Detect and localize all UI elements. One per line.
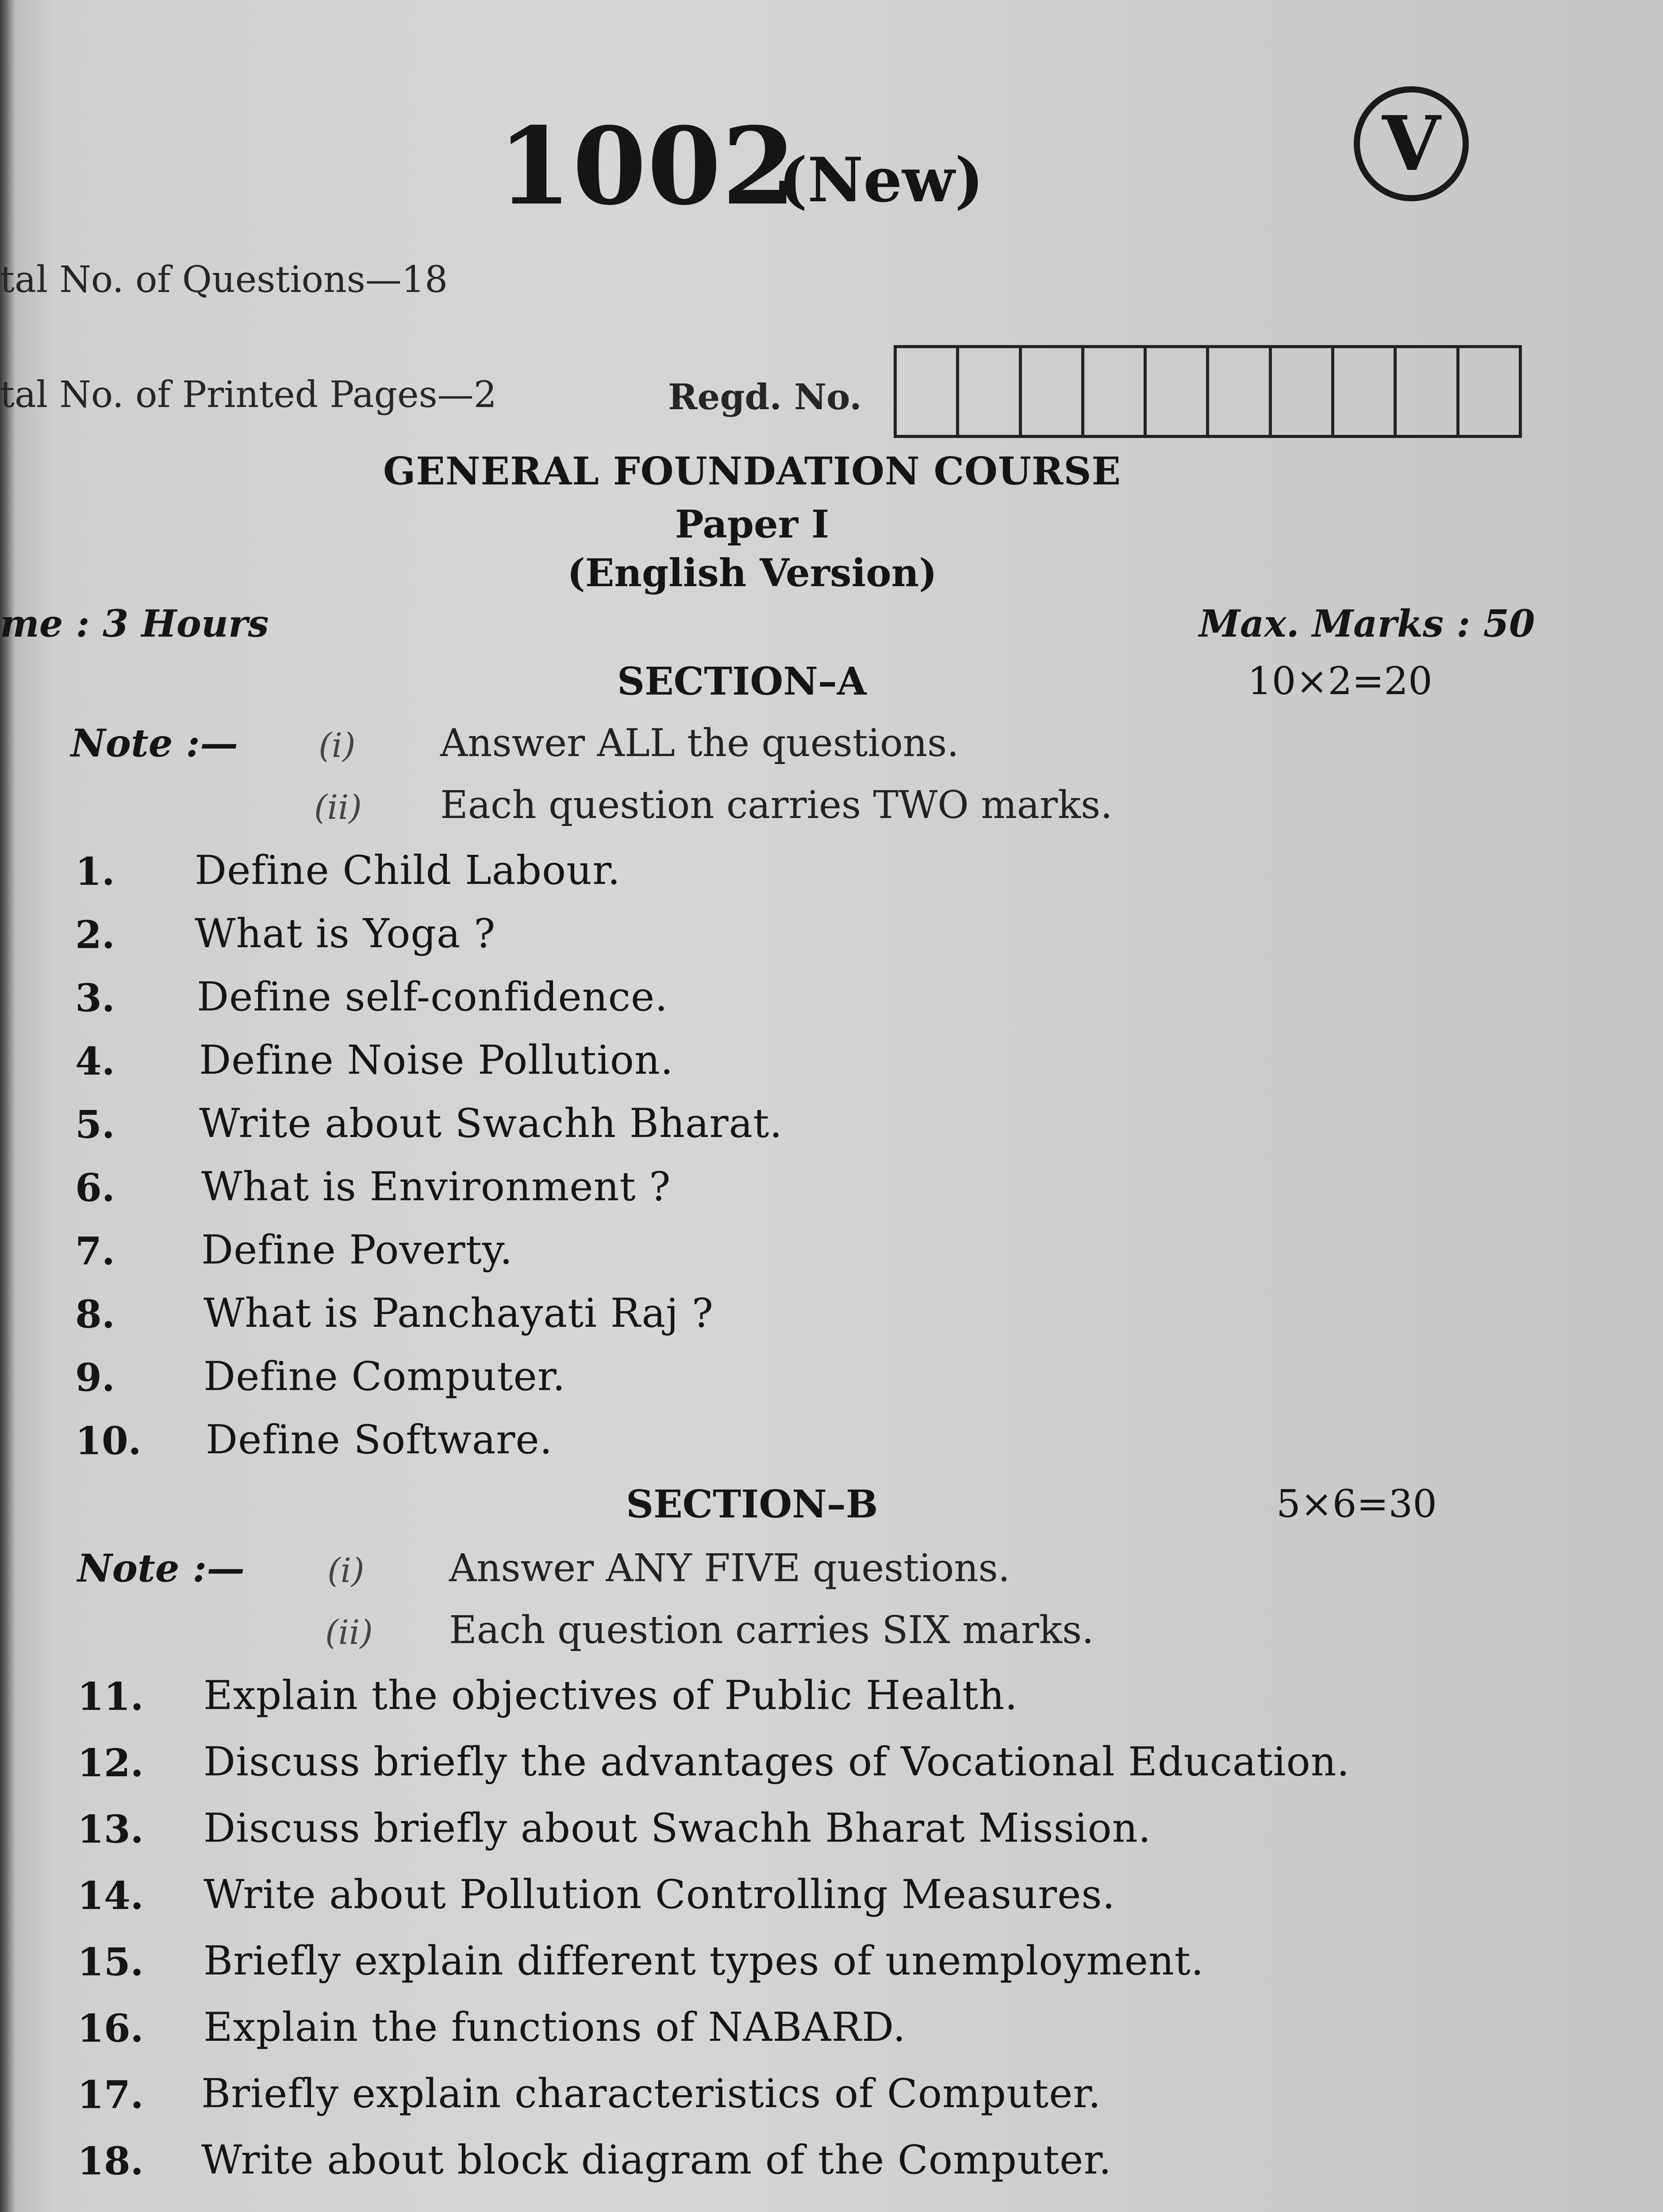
- regd-box: [1084, 348, 1147, 435]
- regd-box: [1272, 348, 1334, 435]
- question-number: 9.: [75, 1356, 115, 1400]
- section-a-note-label: Note :—: [71, 721, 238, 766]
- version-badge-letter: V: [1382, 100, 1440, 188]
- regd-box: [1209, 348, 1271, 435]
- question-number: 5.: [75, 1102, 115, 1147]
- exam-time: me : 3 Hours: [0, 602, 269, 645]
- question-text: Discuss briefly the advantages of Vocational Education.: [204, 1739, 1350, 1785]
- question-number: 12.: [77, 1741, 144, 1786]
- regd-box: [1147, 348, 1209, 435]
- section-a-note-text: Answer ALL the questions.: [440, 721, 959, 765]
- question-number: 7.: [75, 1229, 115, 1274]
- question-number: 10.: [75, 1419, 142, 1463]
- paper-code-suffix: (New): [779, 144, 984, 216]
- question-text: What is Yoga ?: [195, 910, 496, 957]
- question-number: 14.: [77, 1874, 144, 1918]
- section-b-title: SECTION–B: [626, 1482, 878, 1527]
- course-title: GENERAL FOUNDATION COURSE: [383, 449, 1121, 494]
- question-number: 6.: [75, 1166, 115, 1210]
- max-marks: Max. Marks : 50: [1199, 602, 1535, 645]
- question-number: 1.: [75, 849, 115, 894]
- question-number: 15.: [77, 1940, 144, 1985]
- section-b-note-label: Note :—: [77, 1546, 245, 1591]
- question-number: 11.: [77, 1674, 144, 1719]
- section-b-note-roman: (ii): [325, 1613, 373, 1652]
- question-number: 8.: [75, 1292, 115, 1337]
- section-b-note-text: Each question carries SIX marks.: [449, 1608, 1094, 1652]
- question-text: Define Computer.: [204, 1353, 566, 1400]
- regd-box: [959, 348, 1022, 435]
- question-number: 16.: [77, 2006, 144, 2051]
- regd-box: [1022, 348, 1084, 435]
- total-pages: tal No. of Printed Pages—2: [0, 374, 497, 416]
- section-b-note-roman: (i): [327, 1551, 365, 1590]
- question-text: Write about Swachh Bharat.: [199, 1100, 783, 1147]
- regd-box: [1459, 348, 1519, 435]
- question-text: Define Noise Pollution.: [199, 1037, 674, 1083]
- question-text: Define self-confidence.: [197, 974, 668, 1020]
- regd-box: [1397, 348, 1459, 435]
- section-b-note-text: Answer ANY FIVE questions.: [449, 1546, 1010, 1590]
- regd-label: Regd. No.: [668, 376, 862, 418]
- question-number: 13.: [77, 1807, 144, 1852]
- section-a-note-text: Each question carries TWO marks.: [440, 783, 1113, 827]
- question-text: Briefly explain characteristics of Computer.: [201, 2070, 1102, 2117]
- regd-box: [1334, 348, 1397, 435]
- question-text: Briefly explain different types of unemployment.: [204, 1938, 1204, 1984]
- question-text: Discuss briefly about Swachh Bharat Mission.: [204, 1805, 1152, 1851]
- question-text: Explain the functions of NABARD.: [204, 2004, 906, 2051]
- question-number: 3.: [75, 976, 115, 1021]
- section-b-marks: 5×6=30: [1276, 1482, 1437, 1526]
- question-text: What is Panchayati Raj ?: [204, 1290, 714, 1336]
- question-text: Define Software.: [206, 1417, 553, 1463]
- section-a-title: SECTION–A: [617, 659, 867, 704]
- question-text: Define Poverty.: [201, 1227, 513, 1273]
- question-number: 2.: [75, 913, 115, 957]
- total-questions: tal No. of Questions—18: [0, 259, 448, 301]
- question-number: 18.: [77, 2139, 144, 2184]
- section-a-note-roman: (i): [319, 726, 356, 765]
- paper-title: Paper I: [675, 502, 830, 547]
- question-number: 17.: [77, 2073, 144, 2117]
- section-a-note-roman: (ii): [314, 787, 362, 827]
- question-text: What is Environment ?: [201, 1164, 671, 1210]
- question-text: Explain the objectives of Public Health.: [204, 1672, 1018, 1719]
- question-number: 4.: [75, 1039, 115, 1084]
- version-title: (English Version): [567, 551, 937, 595]
- question-text: Write about block diagram of the Computer.: [201, 2137, 1112, 2183]
- section-a-marks: 10×2=20: [1248, 659, 1433, 703]
- regd-box: [897, 348, 959, 435]
- question-text: Write about Pollution Controlling Measures.: [204, 1871, 1116, 1918]
- paper-code: 1002: [498, 104, 797, 229]
- question-text: Define Child Labour.: [195, 847, 621, 894]
- version-badge: [1354, 86, 1469, 201]
- regd-number-boxes: [894, 345, 1522, 438]
